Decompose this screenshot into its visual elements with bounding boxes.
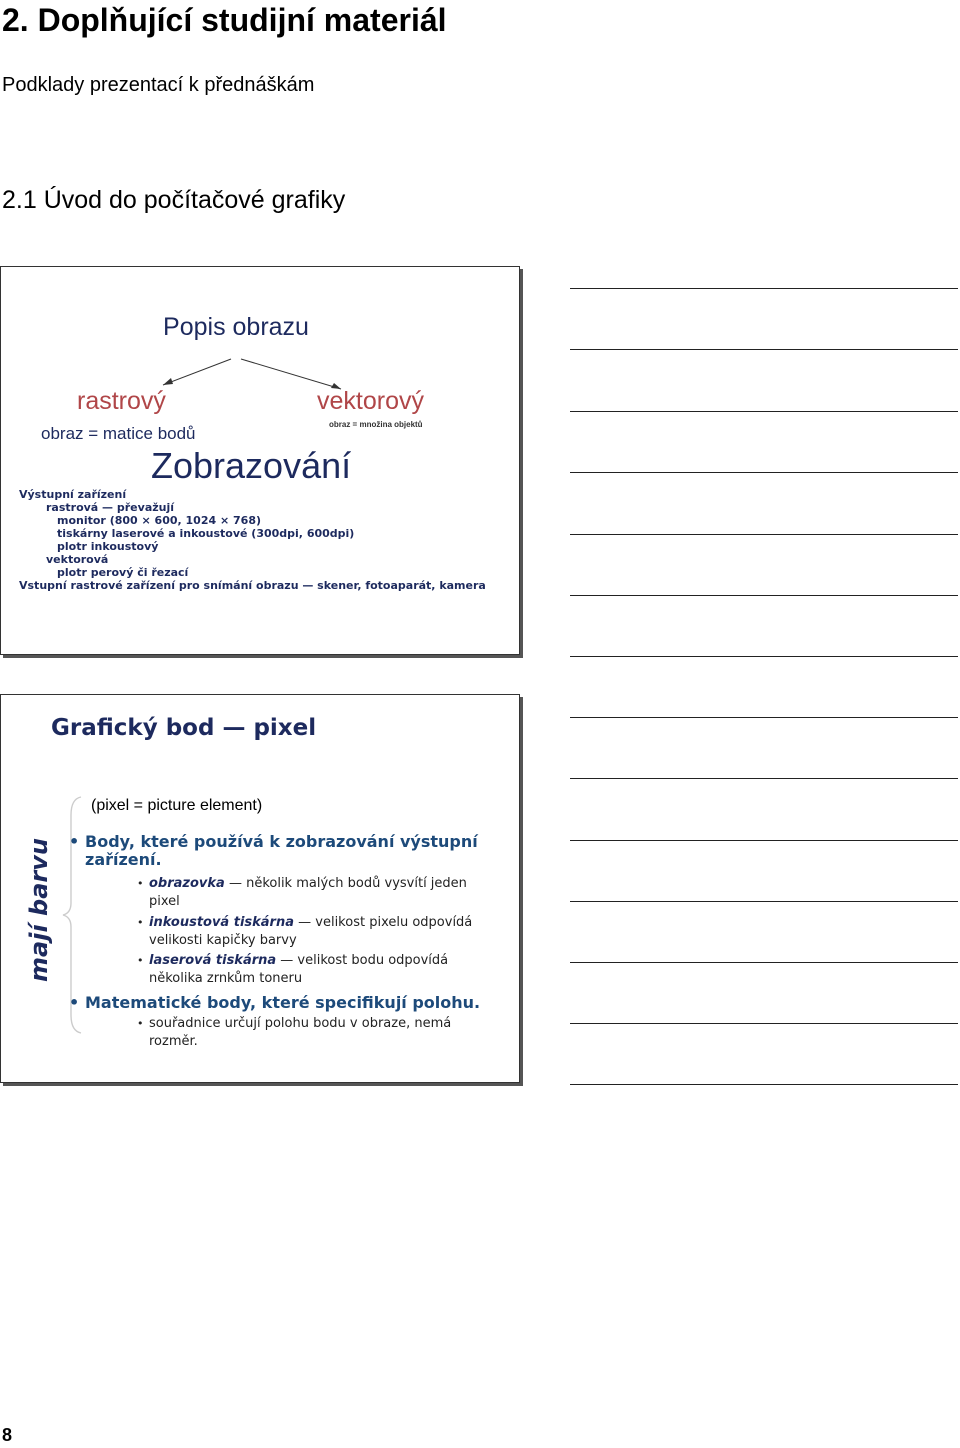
bullet-icon: • xyxy=(69,993,80,1012)
display-heading: Zobrazování xyxy=(151,445,352,486)
tree-line: rastrová — převažují xyxy=(46,501,175,514)
page-number: 8 xyxy=(2,1425,13,1445)
vector-desc: obraz = množina objektů xyxy=(329,420,423,429)
tree-line: vektorová xyxy=(46,553,109,566)
note-line xyxy=(570,1023,958,1024)
slide2-title: Grafický bod — pixel xyxy=(51,715,317,741)
note-line xyxy=(570,962,958,963)
note-line xyxy=(570,1084,958,1085)
note-line xyxy=(570,901,958,902)
tree-line: Výstupní zařízení xyxy=(19,488,127,501)
bullet-icon: • xyxy=(137,916,144,929)
tree-line: tiskárny laserové a inkoustové (300dpi, 600dpi) xyxy=(57,527,355,540)
sub-bullet-term: laserová tiskárna xyxy=(149,953,277,968)
sub-bullet-text: souřadnice určují polohu bodu v obraze, nemá rozměr. xyxy=(149,1016,452,1049)
vector-label: vektorový xyxy=(317,387,424,415)
section-heading: 2.1 Úvod do počítačové grafiky xyxy=(2,186,346,214)
bullet-icon: • xyxy=(69,832,80,851)
sub-bullet-term: inkoustová tiskárna xyxy=(149,915,294,930)
pixel-definition: (pixel = picture element) xyxy=(91,797,263,814)
note-line xyxy=(570,534,958,535)
bullet-icon: • xyxy=(137,1017,144,1030)
page-subtitle: Podklady prezentací k přednáškám xyxy=(2,74,315,96)
sub-bullet xyxy=(137,1015,489,1051)
note-line xyxy=(570,472,958,473)
note-line xyxy=(570,595,958,596)
sub-bullet-text: — velikost bodu odpovídá několika zrnkům toneru xyxy=(149,953,449,986)
sub-bullet-text: — několik malých bodů vysvítí jeden pixel xyxy=(149,876,467,909)
tree-line: plotr inkoustový xyxy=(57,540,159,553)
tree-line: Vstupní rastrové zařízení pro snímání obrazu — skener, fotoaparát, kamera xyxy=(19,579,486,592)
sub-bullet xyxy=(137,914,489,950)
note-line xyxy=(570,288,958,289)
note-line xyxy=(570,717,958,718)
bullet-text: Matematické body, které specifikují polohu. xyxy=(85,993,481,1012)
side-label: mají barvu xyxy=(25,838,53,982)
note-line xyxy=(570,349,958,350)
sub-bullet-term: obrazovka xyxy=(149,876,225,891)
note-line xyxy=(570,840,958,841)
tree-line: monitor (800 × 600, 1024 × 768) xyxy=(57,514,262,527)
sub-bullet-text: — velikost pixelu odpovídá velikosti kapičky barvy xyxy=(149,915,473,948)
note-line xyxy=(570,411,958,412)
tree-line: plotr perový či řezací xyxy=(57,566,189,579)
note-line xyxy=(570,656,958,657)
page-title: 2. Doplňující studijní materiál xyxy=(2,2,447,38)
raster-label: rastrový xyxy=(77,387,166,415)
bullet-icon: • xyxy=(137,877,144,890)
slide1-title: Popis obrazu xyxy=(163,313,309,341)
raster-desc: obraz = matice bodů xyxy=(41,424,196,443)
sub-bullet xyxy=(137,952,489,988)
bullet-output-points xyxy=(69,832,505,869)
sub-bullet xyxy=(137,875,489,911)
note-line xyxy=(570,778,958,779)
bullet-math-points xyxy=(69,993,505,1012)
slide-popis-obrazu xyxy=(0,266,520,655)
bullet-text: Body, které používá k zobrazování výstupní zařízení. xyxy=(85,832,478,869)
bullet-icon: • xyxy=(137,954,144,967)
slide-graficky-bod xyxy=(0,694,520,1083)
